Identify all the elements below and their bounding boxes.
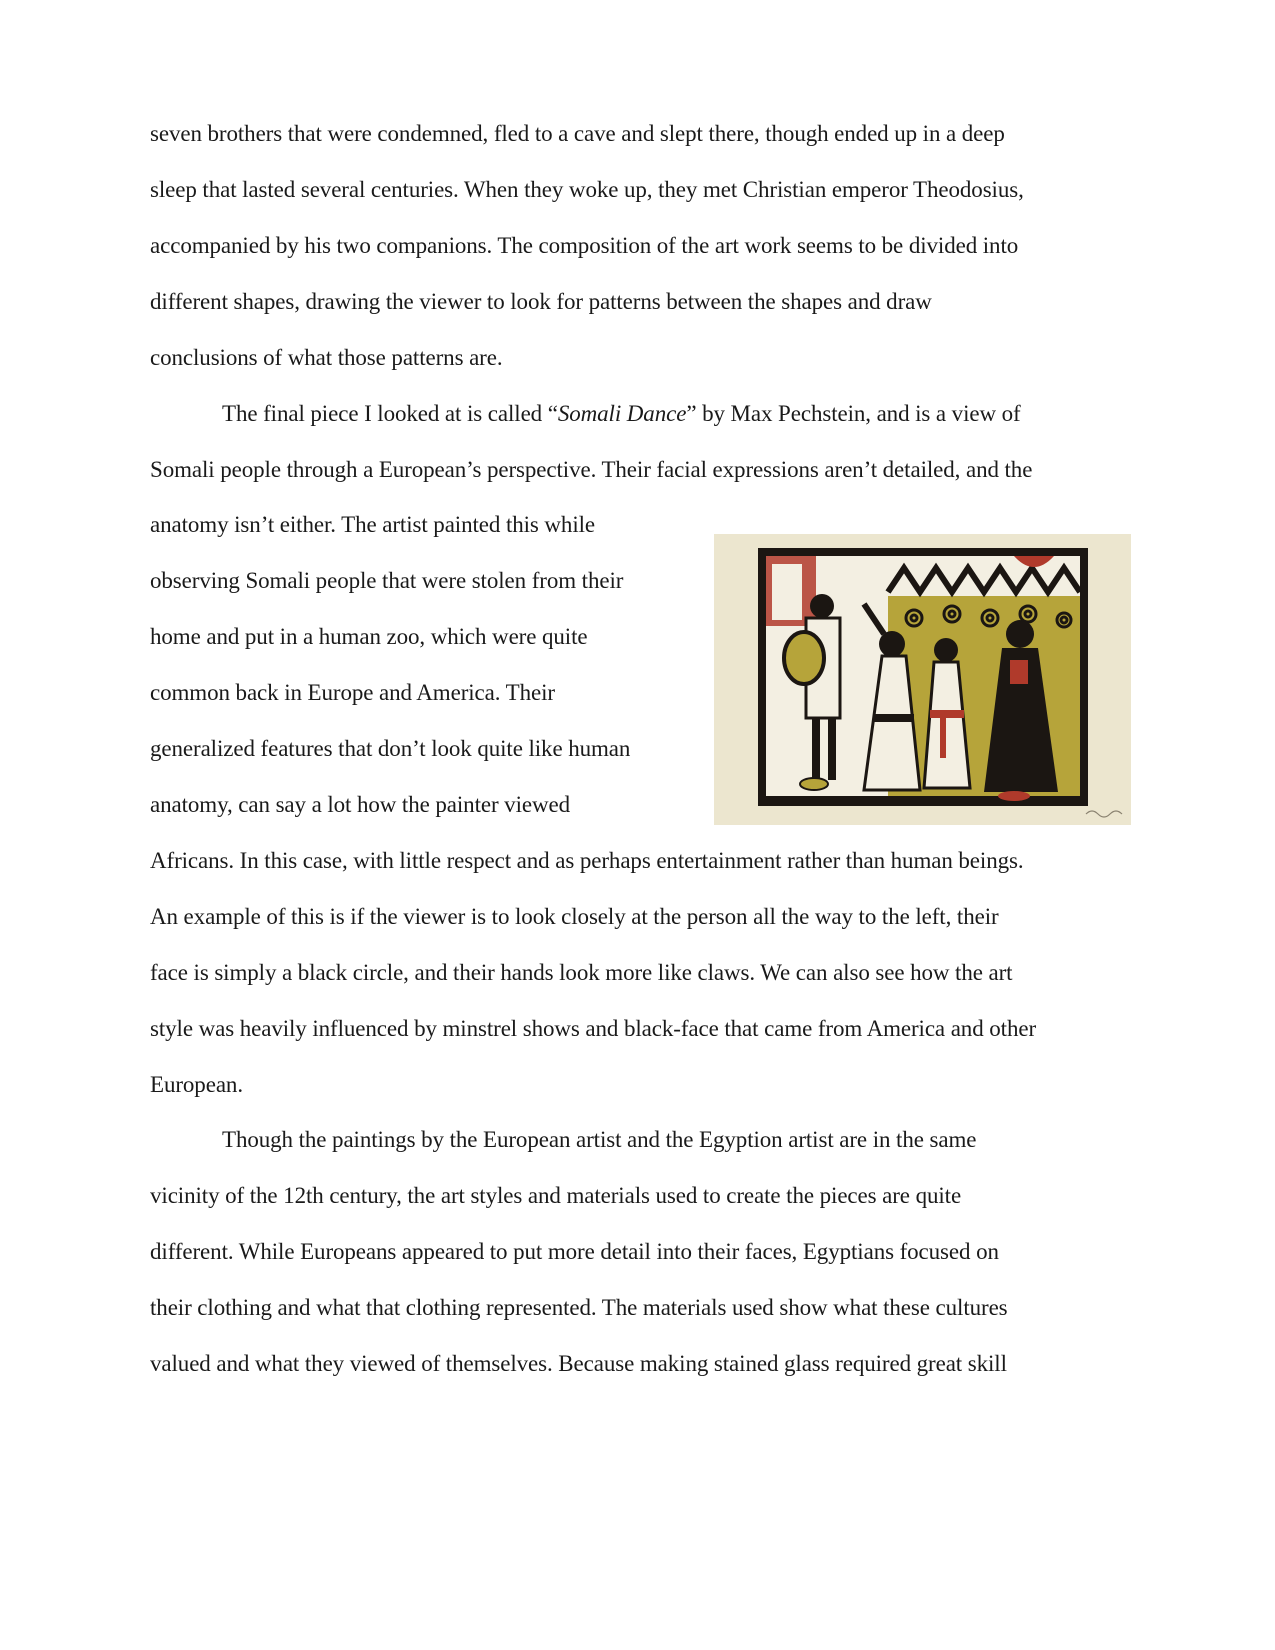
text-line: home and put in a human zoo, which were quite	[150, 624, 588, 649]
paragraph-first-line: Though the paintings by the European artist and the Egyption artist are in the same	[222, 1127, 977, 1152]
text-line: European.	[150, 1072, 243, 1097]
artwork-title: Somali Dance	[557, 401, 687, 426]
paragraph-first-line	[222, 399, 1021, 429]
text-line: Somali people through a European’s perspective. Their facial expressions aren’t detailed, and the	[150, 457, 1033, 482]
text-line: anatomy isn’t either. The artist painted this while	[150, 512, 596, 537]
text-fragment: ” by Max Pechstein, and is a view of	[686, 401, 1021, 426]
text-line: style was heavily influenced by minstrel shows and black-face that came from America and other	[150, 1016, 1037, 1041]
text-line: different shapes, drawing the viewer to look for patterns between the shapes and draw	[150, 289, 932, 314]
text-line: accompanied by his two companions. The composition of the art work seems to be divided into	[150, 233, 1019, 258]
somali-dance-artwork-image	[714, 534, 1131, 825]
text-line: observing Somali people that were stolen from their	[150, 568, 624, 593]
text-line: vicinity of the 12th century, the art styles and materials used to create the pieces are quite	[150, 1183, 962, 1208]
artwork-illustration	[714, 534, 1131, 825]
text-line: seven brothers that were condemned, fled to a cave and slept there, though ended up in a deep	[150, 121, 1005, 146]
text-line: their clothing and what that clothing represented. The materials used show what these cultures	[150, 1295, 1008, 1320]
text-line: anatomy, can say a lot how the painter viewed	[150, 792, 571, 817]
text-line: different. While Europeans appeared to put more detail into their faces, Egyptians focused on	[150, 1239, 999, 1264]
text-line: valued and what they viewed of themselves. Because making stained glass required great skill	[150, 1351, 1007, 1376]
text-line: Africans. In this case, with little respect and as perhaps entertainment rather than human beings.	[150, 848, 1024, 873]
text-line: An example of this is if the viewer is to look closely at the person all the way to the left, their	[150, 904, 999, 929]
text-line: face is simply a black circle, and their hands look more like claws. We can also see how the art	[150, 960, 1013, 985]
text-line: generalized features that don’t look quite like human	[150, 736, 631, 761]
text-line: conclusions of what those patterns are.	[150, 345, 503, 370]
text-fragment: The final piece I looked at is called “	[222, 401, 558, 426]
window-block	[772, 564, 802, 620]
text-line: common back in Europe and America. Their	[150, 680, 555, 705]
text-line: sleep that lasted several centuries. When they woke up, they met Christian emperor Theodosius,	[150, 177, 1024, 202]
